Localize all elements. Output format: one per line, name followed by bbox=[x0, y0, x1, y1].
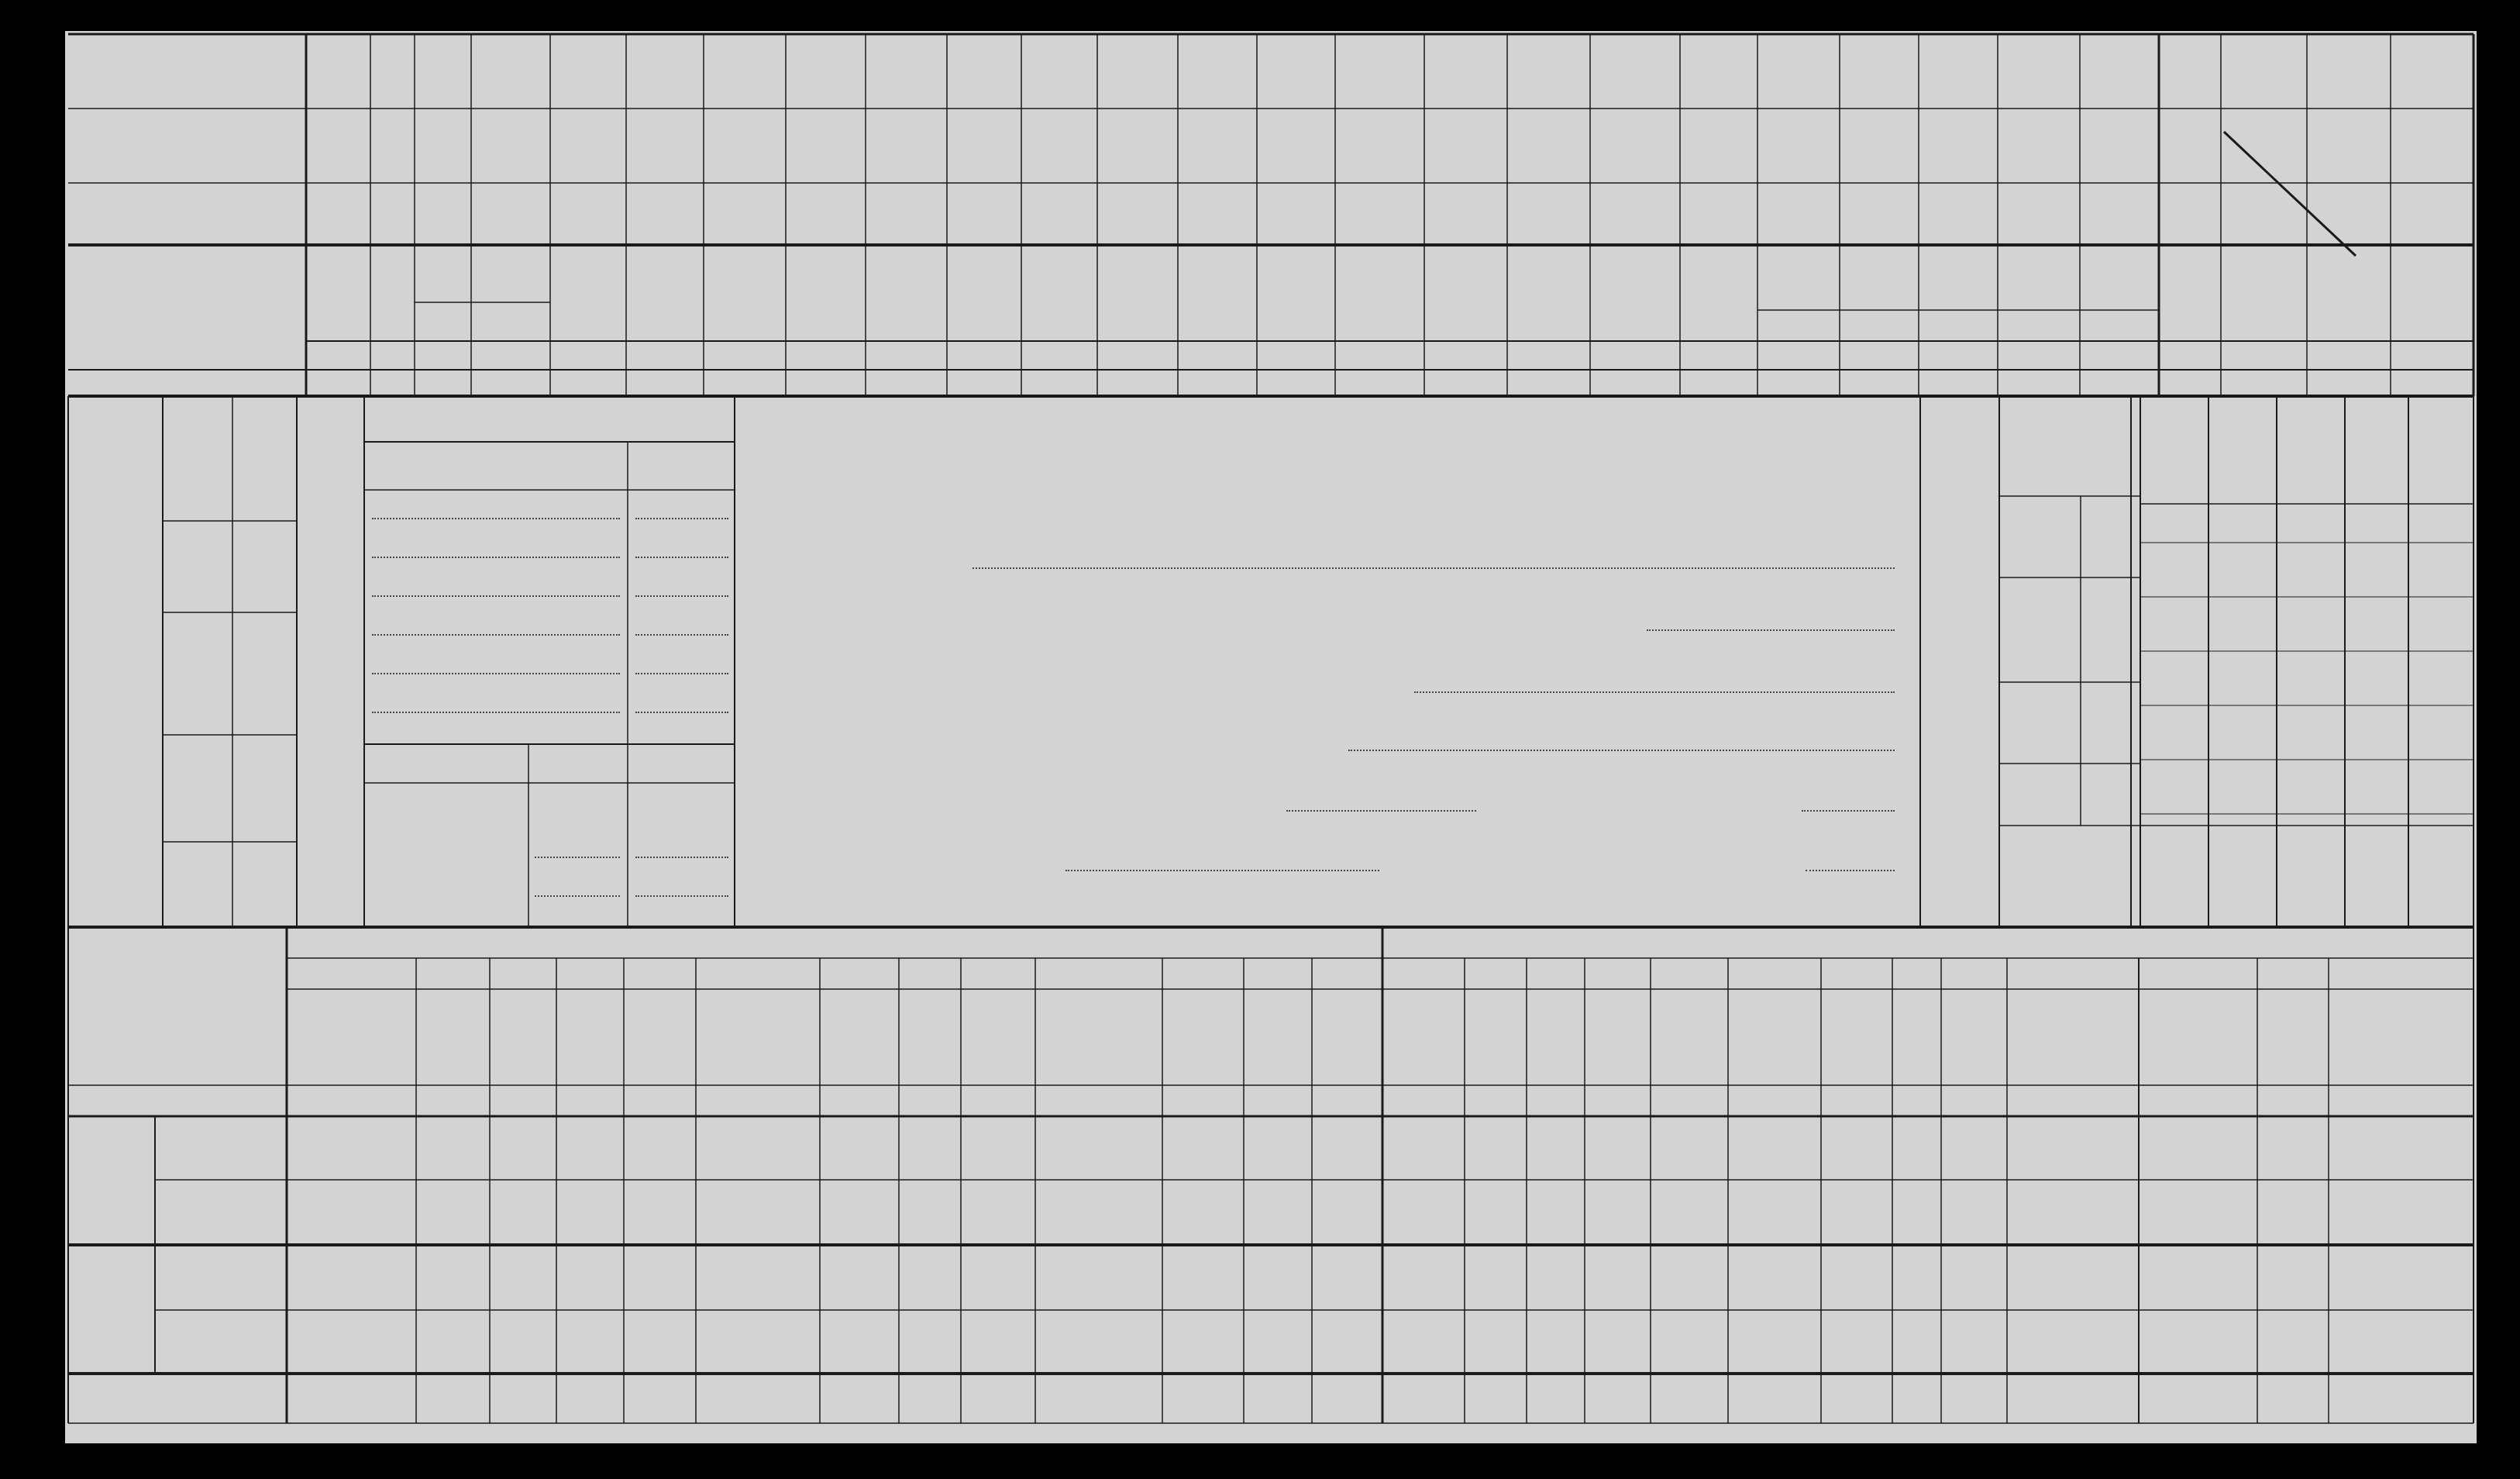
column-code bbox=[1680, 371, 1757, 395]
pashni-label bbox=[1382, 960, 1790, 988]
dotted-answer-line bbox=[635, 857, 728, 858]
column-header bbox=[557, 991, 623, 1084]
korney-label bbox=[628, 746, 735, 781]
column-code bbox=[704, 371, 786, 395]
dotted-answer-line bbox=[973, 567, 1895, 569]
crop-header bbox=[1509, 248, 1589, 340]
column-header bbox=[2008, 991, 2138, 1084]
question bbox=[775, 535, 976, 574]
mnogoletnie-travy-label bbox=[1757, 312, 2159, 340]
population-women bbox=[1999, 577, 2046, 764]
worker-label bbox=[232, 612, 297, 735]
crop-header bbox=[1179, 248, 1255, 340]
crop-header bbox=[308, 248, 369, 340]
column-code bbox=[1941, 1087, 2007, 1115]
population-vtom bbox=[2046, 577, 2081, 682]
column-code bbox=[1651, 1087, 1728, 1115]
trade-name-col bbox=[364, 443, 628, 490]
column-header bbox=[1822, 991, 1892, 1084]
crop-header bbox=[1337, 248, 1423, 340]
worker-code bbox=[163, 735, 232, 842]
column-header bbox=[1383, 991, 1464, 1084]
column-header bbox=[1651, 991, 1727, 1084]
population-code bbox=[2115, 682, 2139, 764]
dotted-answer-line bbox=[1065, 870, 1379, 871]
role-footer bbox=[2208, 829, 2277, 924]
question bbox=[775, 597, 1651, 636]
column-code bbox=[1892, 1087, 1941, 1115]
row-label-na-zemlyah bbox=[68, 245, 306, 396]
column-code bbox=[1728, 1087, 1821, 1115]
has-label bbox=[364, 775, 528, 822]
perelog-label bbox=[2221, 343, 2391, 368]
crop-header bbox=[2308, 248, 2389, 340]
population-vsego bbox=[2046, 826, 2081, 927]
dotted-answer-line bbox=[635, 673, 728, 674]
column-code bbox=[1998, 371, 2080, 395]
dotted-answer-line bbox=[1286, 810, 1476, 812]
crop-header bbox=[948, 248, 1020, 340]
column-code bbox=[866, 371, 947, 395]
worker-label bbox=[232, 396, 297, 521]
dotted-answer-line bbox=[1647, 629, 1895, 631]
column-code bbox=[947, 371, 1021, 395]
worker-label bbox=[232, 735, 297, 842]
column-header bbox=[491, 991, 556, 1084]
column-code bbox=[287, 1087, 416, 1115]
column-code bbox=[416, 1087, 490, 1115]
dotted-answer-line bbox=[1348, 750, 1895, 751]
role-header bbox=[2208, 399, 2277, 500]
worker-code bbox=[163, 612, 232, 735]
column-code bbox=[1244, 1087, 1312, 1115]
trade-qty-col bbox=[628, 443, 735, 490]
column-code bbox=[1312, 1087, 1382, 1115]
private-title bbox=[735, 419, 1920, 468]
column-code bbox=[2080, 371, 2159, 395]
trade-title bbox=[364, 398, 735, 442]
fruit-garden-row bbox=[364, 822, 528, 860]
population-men bbox=[1999, 764, 2046, 927]
column-code bbox=[1757, 371, 1840, 395]
crop-header bbox=[552, 248, 625, 340]
column-code bbox=[2221, 371, 2307, 395]
column-header bbox=[625, 991, 695, 1084]
role-header bbox=[2277, 399, 2345, 500]
pashni-label bbox=[287, 960, 696, 988]
question bbox=[775, 839, 1069, 877]
column-code bbox=[1585, 1087, 1651, 1115]
column-header bbox=[1313, 991, 1382, 1084]
dotted-answer-line bbox=[1414, 691, 1895, 693]
dotted-answer-line bbox=[1806, 870, 1895, 871]
row-itogo bbox=[68, 1374, 287, 1423]
column-code bbox=[2307, 371, 2391, 395]
column-code bbox=[961, 1087, 1035, 1115]
column-header bbox=[1729, 991, 1820, 1084]
dotted-answer-line bbox=[635, 712, 728, 713]
crop-header bbox=[1426, 248, 1506, 340]
population-itogo bbox=[1999, 496, 2131, 577]
column-code bbox=[1035, 1087, 1162, 1115]
dotted-answer-line bbox=[1802, 810, 1895, 812]
column-code bbox=[1097, 371, 1178, 395]
population-title bbox=[1920, 396, 1999, 927]
dotted-answer-line bbox=[635, 518, 728, 519]
worker-code bbox=[163, 521, 232, 612]
row-label-vsego bbox=[68, 34, 306, 109]
column-header bbox=[1245, 991, 1311, 1084]
row-svoem bbox=[155, 1116, 287, 1180]
posev-band-label bbox=[370, 342, 2080, 368]
population-code bbox=[2115, 826, 2139, 927]
crop-header bbox=[867, 248, 945, 340]
column-header bbox=[2140, 991, 2257, 1084]
dotted-answer-line bbox=[635, 634, 728, 636]
dotted-answer-line bbox=[635, 595, 728, 597]
population-code bbox=[2115, 577, 2139, 682]
arenda-label bbox=[287, 927, 1382, 958]
column-code bbox=[1507, 371, 1590, 395]
pokos-label bbox=[1790, 960, 2139, 988]
column-code bbox=[899, 1087, 961, 1115]
ozimaya-pshenitsa-label bbox=[415, 303, 550, 340]
column-code bbox=[1424, 371, 1507, 395]
column-header bbox=[697, 991, 819, 1084]
column-header bbox=[962, 991, 1035, 1084]
crop-header bbox=[1920, 248, 1996, 309]
column-code bbox=[2329, 1087, 2474, 1115]
row-label-arendovannyh bbox=[68, 109, 306, 183]
question bbox=[1391, 839, 1809, 877]
column-code bbox=[2159, 371, 2221, 395]
column-code bbox=[696, 1087, 820, 1115]
crop-header bbox=[2160, 248, 2219, 340]
row-chastnyh bbox=[155, 1245, 287, 1310]
column-code bbox=[624, 1087, 696, 1115]
column-code bbox=[1527, 1087, 1585, 1115]
role-footer bbox=[2140, 829, 2208, 924]
role-header bbox=[2345, 399, 2408, 500]
column-code bbox=[1382, 1087, 1465, 1115]
column-header bbox=[1036, 991, 1162, 1084]
dotted-answer-line bbox=[372, 634, 620, 636]
worker-code bbox=[163, 842, 232, 927]
column-header bbox=[821, 991, 898, 1084]
crop-header bbox=[2222, 248, 2305, 340]
dotted-answer-line bbox=[635, 557, 728, 558]
crop-header bbox=[372, 248, 413, 301]
crop-header bbox=[628, 248, 702, 340]
column-code bbox=[490, 1087, 556, 1115]
column-code bbox=[626, 371, 704, 395]
workers-side-label bbox=[297, 396, 364, 927]
dotted-answer-line bbox=[635, 895, 728, 897]
column-code bbox=[370, 371, 415, 395]
question bbox=[1484, 779, 1809, 818]
dotted-answer-line bbox=[372, 518, 620, 519]
crop-header bbox=[1682, 248, 1756, 340]
crop-header bbox=[416, 248, 470, 301]
column-code bbox=[786, 371, 866, 395]
crop-header bbox=[1023, 248, 1096, 340]
crop-header bbox=[1592, 248, 1678, 340]
column-code bbox=[1840, 371, 1919, 395]
column-code bbox=[415, 371, 471, 395]
crop-header bbox=[787, 248, 864, 340]
row-chuzhih bbox=[155, 1180, 287, 1245]
column-header bbox=[417, 991, 489, 1084]
crop-header bbox=[1841, 248, 1917, 309]
dotted-answer-line bbox=[372, 595, 620, 597]
column-header bbox=[1163, 991, 1243, 1084]
column-code bbox=[471, 371, 550, 395]
crop-header bbox=[1258, 248, 1334, 340]
column-header bbox=[1893, 991, 1940, 1084]
desyatin-label bbox=[528, 746, 628, 781]
column-header bbox=[2329, 991, 2473, 1084]
column-code bbox=[306, 371, 370, 395]
crop-header bbox=[705, 248, 784, 340]
question bbox=[775, 717, 1348, 756]
population-vsego bbox=[2046, 682, 2081, 764]
row-uchrezhdeniy bbox=[155, 1310, 287, 1374]
worker-label bbox=[232, 521, 297, 612]
group-vne-nadelnyh bbox=[68, 1245, 155, 1374]
question bbox=[775, 779, 1290, 818]
column-code bbox=[550, 371, 626, 395]
column-code bbox=[2257, 1087, 2329, 1115]
dotted-answer-line bbox=[372, 557, 620, 558]
vineyard-row bbox=[364, 860, 528, 899]
dotted-answer-line bbox=[372, 673, 620, 674]
column-header bbox=[1465, 991, 1526, 1084]
column-code bbox=[1590, 371, 1680, 395]
group-nadelnyh bbox=[68, 1116, 155, 1245]
column-code bbox=[2139, 1087, 2257, 1115]
dotted-answer-line bbox=[535, 857, 620, 858]
crop-header bbox=[1759, 248, 1838, 309]
column-code bbox=[1257, 371, 1335, 395]
column-code bbox=[1465, 1087, 1527, 1115]
question bbox=[775, 659, 1418, 698]
column-code bbox=[556, 1087, 624, 1115]
dotted-answer-line bbox=[535, 895, 620, 897]
row-label-svoih bbox=[68, 183, 306, 245]
column-header bbox=[2258, 991, 2328, 1084]
column-code bbox=[1178, 371, 1257, 395]
dotted-answer-line bbox=[372, 712, 620, 713]
column-code bbox=[1162, 1087, 1244, 1115]
worker-code bbox=[163, 396, 232, 521]
column-code bbox=[820, 1087, 899, 1115]
rule-line bbox=[2224, 132, 2356, 256]
sdacha-label bbox=[1382, 927, 2474, 958]
crop-header bbox=[1999, 248, 2078, 309]
column-code bbox=[1821, 1087, 1892, 1115]
pokos-label bbox=[696, 960, 1035, 988]
column-header bbox=[287, 991, 415, 1084]
role-header bbox=[2408, 399, 2474, 500]
column-code bbox=[1335, 371, 1424, 395]
role-footer bbox=[2408, 829, 2474, 924]
column-code bbox=[2007, 1087, 2139, 1115]
role-header bbox=[2140, 399, 2208, 500]
column-header bbox=[1527, 991, 1584, 1084]
column-code bbox=[1919, 371, 1998, 395]
column-code bbox=[1021, 371, 1097, 395]
crop-header bbox=[1099, 248, 1176, 340]
column-header bbox=[900, 991, 960, 1084]
role-footer bbox=[2277, 829, 2345, 924]
population-code bbox=[2131, 496, 2140, 577]
column-header bbox=[1585, 991, 1650, 1084]
column-header bbox=[1942, 991, 2006, 1084]
role-footer bbox=[2345, 829, 2408, 924]
question bbox=[775, 481, 1891, 519]
